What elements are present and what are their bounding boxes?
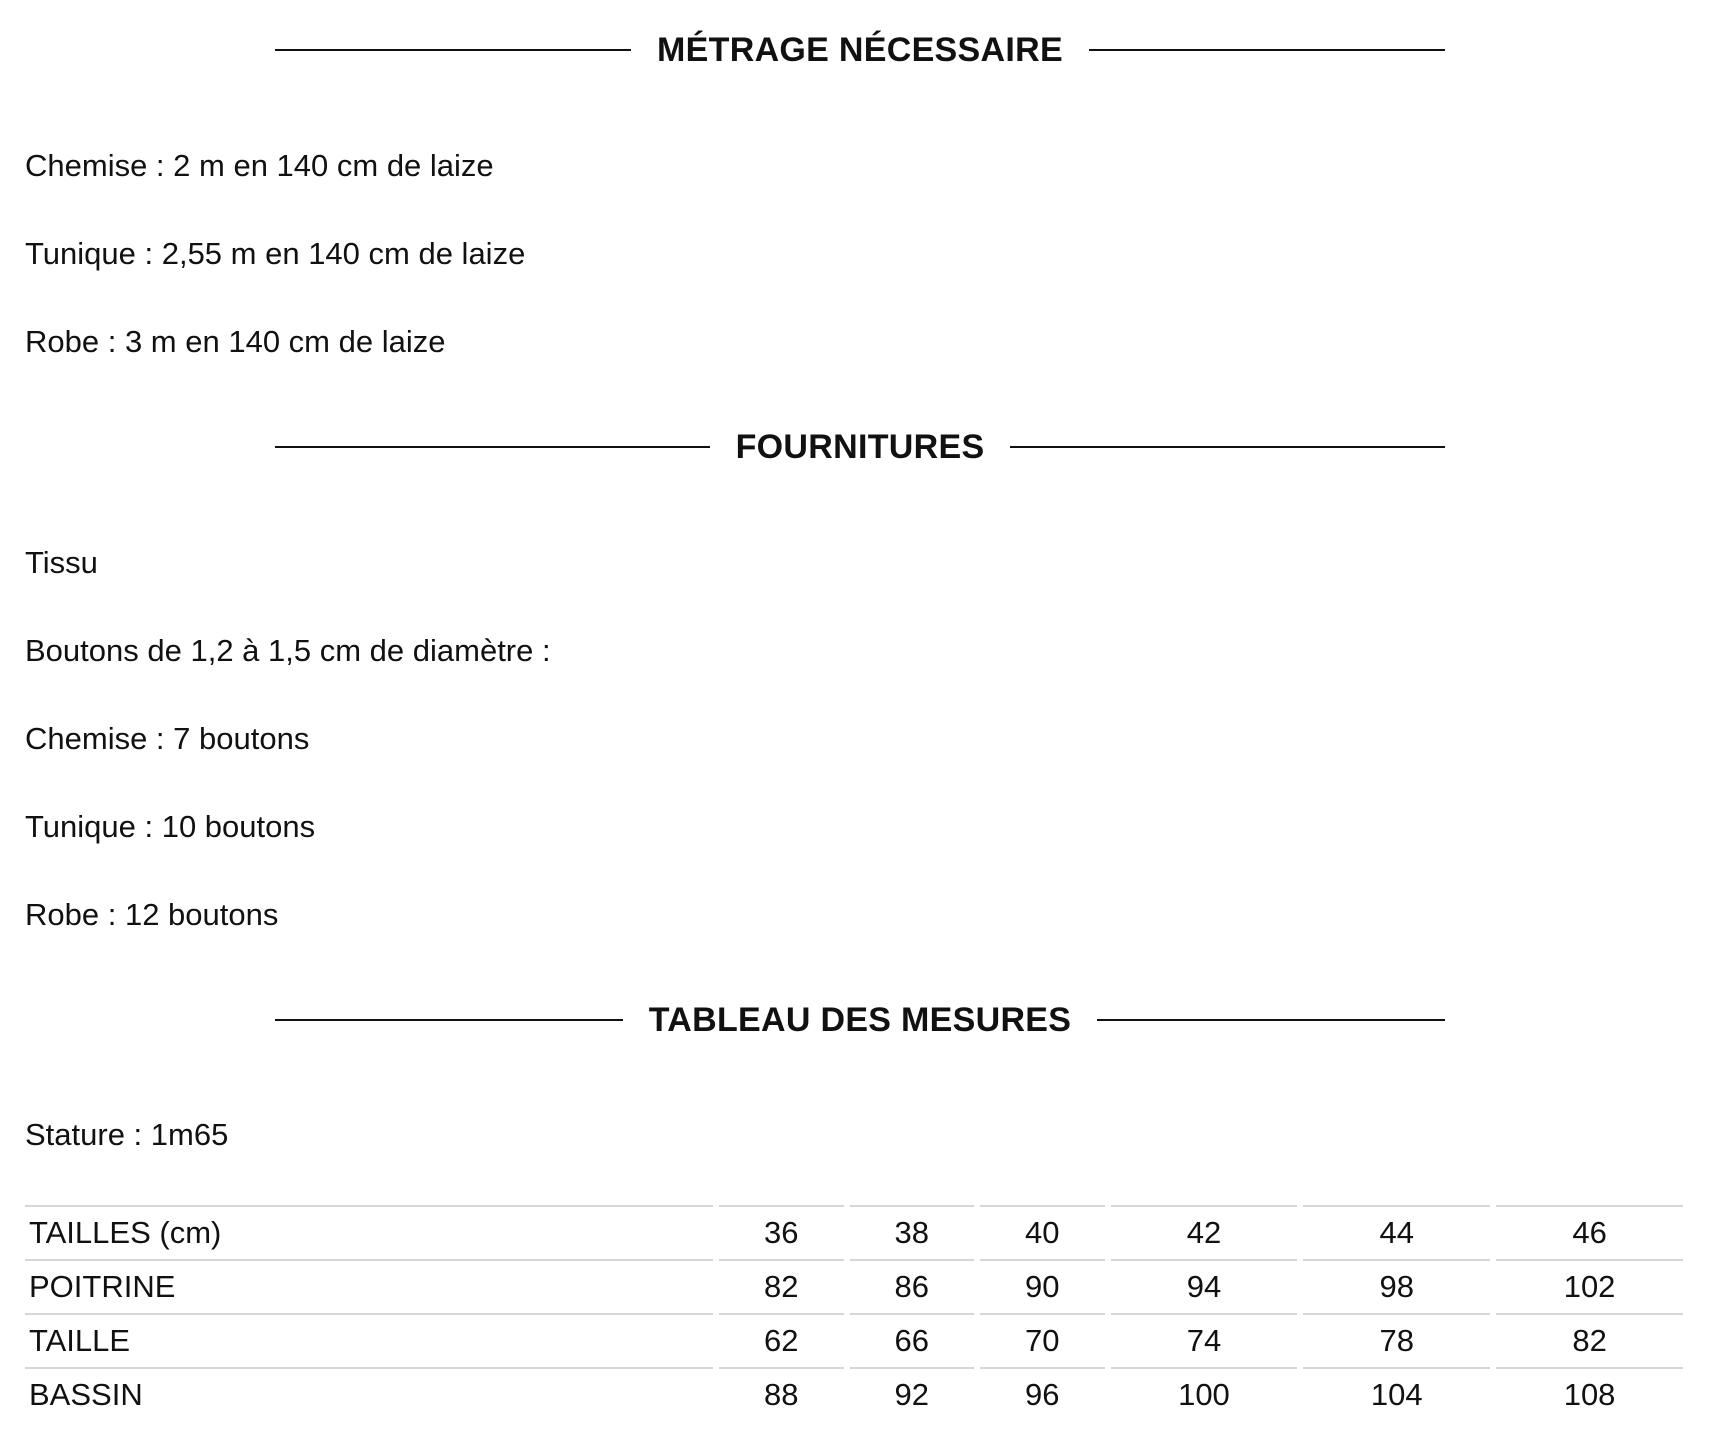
table-row: [25, 1313, 1683, 1367]
table-cell: 78: [1303, 1313, 1490, 1367]
table-row: [25, 1367, 1683, 1421]
table-cell: 82: [1496, 1313, 1683, 1367]
stature-line: Stature : 1m65: [25, 1117, 229, 1152]
table-cell: 36: [719, 1205, 844, 1259]
heading-rule-right: [1089, 49, 1445, 51]
row-label: POITRINE: [25, 1259, 713, 1313]
table-cell: 44: [1303, 1205, 1490, 1259]
heading-rule-left: [275, 446, 710, 448]
metrage-line-tunique: Tunique : 2,55 m en 140 cm de laize: [25, 236, 526, 271]
metrage-line-chemise: Chemise : 2 m en 140 cm de laize: [25, 148, 494, 183]
row-label: BASSIN: [25, 1367, 713, 1421]
heading-rule-left: [275, 1019, 623, 1021]
table-cell: 88: [719, 1367, 844, 1421]
heading-rule-right: [1010, 446, 1445, 448]
metrage-line-robe: Robe : 3 m en 140 cm de laize: [25, 324, 446, 359]
table-cell: 90: [980, 1259, 1105, 1313]
table-cell: 62: [719, 1313, 844, 1367]
table-cell: 42: [1111, 1205, 1298, 1259]
heading-rule-left: [275, 49, 631, 51]
table-cell: 100: [1111, 1367, 1298, 1421]
table-cell: 94: [1111, 1259, 1298, 1313]
table-cell: 46: [1496, 1205, 1683, 1259]
table-cell: 104: [1303, 1367, 1490, 1421]
section-title: TABLEAU DES MESURES: [648, 1000, 1072, 1039]
fournitures-line-robe: Robe : 12 boutons: [25, 897, 279, 932]
section-heading-metrage: [275, 20, 1445, 80]
table-cell: 82: [719, 1259, 844, 1313]
table-cell: 66: [850, 1313, 975, 1367]
table-cell: 38: [850, 1205, 975, 1259]
table-cell: 102: [1496, 1259, 1683, 1313]
table-cell: 108: [1496, 1367, 1683, 1421]
table-cell: 70: [980, 1313, 1105, 1367]
row-label: TAILLE: [25, 1313, 713, 1367]
fournitures-line-boutons: Boutons de 1,2 à 1,5 cm de diamètre :: [25, 633, 551, 668]
section-title: MÉTRAGE NÉCESSAIRE: [657, 30, 1063, 69]
table-cell: 96: [980, 1367, 1105, 1421]
fournitures-line-tunique: Tunique : 10 boutons: [25, 809, 316, 844]
table-cell: 98: [1303, 1259, 1490, 1313]
table-cell: 40: [980, 1205, 1105, 1259]
section-heading-fournitures: [275, 417, 1445, 477]
measurements-table: [19, 1205, 1689, 1421]
fournitures-line-chemise: Chemise : 7 boutons: [25, 721, 310, 756]
fournitures-line-tissu: Tissu: [25, 545, 98, 580]
section-title: FOURNITURES: [735, 427, 985, 466]
section-heading-mesures: [275, 990, 1445, 1050]
table-cell: 74: [1111, 1313, 1298, 1367]
table-row: [25, 1205, 1683, 1259]
row-label: TAILLES (cm): [25, 1205, 713, 1259]
table-row: [25, 1259, 1683, 1313]
heading-rule-right: [1097, 1019, 1445, 1021]
table-cell: 86: [850, 1259, 975, 1313]
table-cell: 92: [850, 1367, 975, 1421]
